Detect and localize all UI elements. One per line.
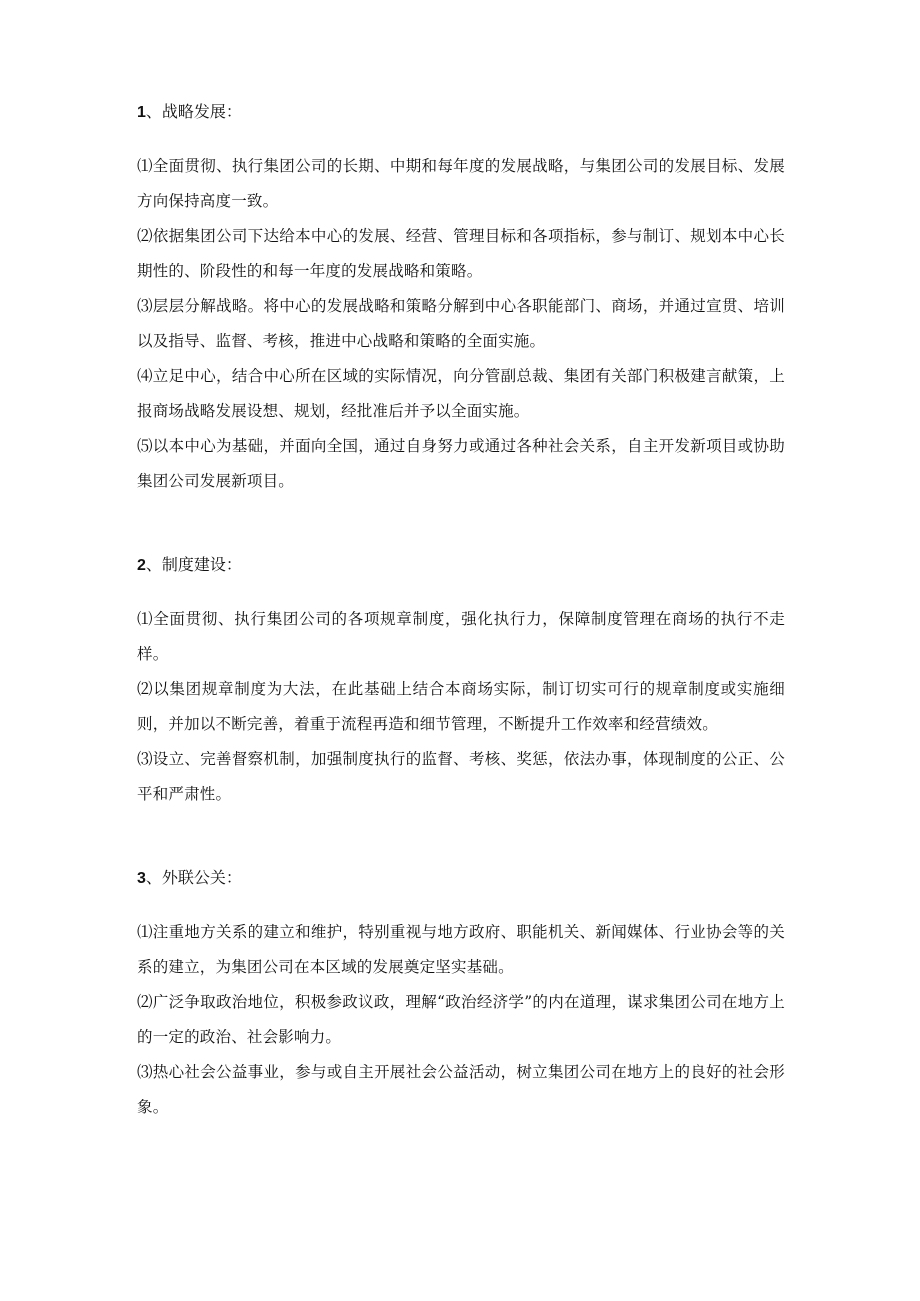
paragraph-item: ⑶层层分解战略。将中心的发展战略和策略分解到中心各职能部门、商场，并通过宣贯、培训以及指导、监督、考核，推进中心战略和策略的全面实施。 [137,297,785,350]
section-items [137,602,785,812]
section-number: 3 [137,870,146,887]
paragraph-item: ⑵以集团规章制度为大法，在此基础上结合本商场实际，制订切实可行的规章制度或实施细则，并加以不断完善，着重于流程再造和细节管理，不断提升工作效率和经营绩效。 [137,680,785,733]
section-public-relations [137,862,785,1125]
paragraph-item: ⑷立足中心，结合中心所在区域的实际情况，向分管副总裁、集团有关部门积极建言献策，上报商场战略发展设想、规划，经批准后并予以全面实施。 [137,367,785,420]
paragraph-item: ⑶热心社会公益事业，参与或自主开展社会公益活动，树立集团公司在地方上的良好的社会形象。 [137,1063,785,1116]
paragraph-item: ⑴全面贯彻、执行集团公司的长期、中期和每年度的发展战略，与集团公司的发展目标、发展方向保持高度一致。 [137,157,785,210]
paragraph-item: ⑴全面贯彻、执行集团公司的各项规章制度，强化执行力，保障制度管理在商场的执行不走样。 [137,610,785,663]
paragraph-item: ⑵依据集团公司下达给本中心的发展、经营、管理目标和各项指标，参与制订、规划本中心长期性的、阶段性的和每一年度的发展战略和策略。 [137,227,785,280]
section-heading [137,96,785,129]
section-strategy [137,96,785,499]
section-heading [137,549,785,582]
section-title: 、制度建设： [145,555,242,574]
paragraph-item: ⑵广泛争取政治地位，积极参政议政，理解“政治经济学”的内在道理，谋求集团公司在地方上的一定的政治、社会影响力。 [137,993,785,1046]
section-number: 2 [137,557,146,574]
paragraph-item: ⑶设立、完善督察机制，加强制度执行的监督、考核、奖惩，依法办事，体现制度的公正、公平和严肃性。 [137,750,785,803]
paragraph-item: ⑸以本中心为基础，并面向全国，通过自身努力或通过各种社会关系，自主开发新项目或协助集团公司发展新项目。 [137,437,785,490]
paragraph-item: ⑴注重地方关系的建立和维护，特别重视与地方政府、职能机关、新闻媒体、行业协会等的关系的建立，为集团公司在本区域的发展奠定坚实基础。 [137,923,785,976]
section-title: 、战略发展： [145,102,242,121]
section-regulations [137,549,785,812]
section-title: 、外联公关： [145,868,242,887]
section-number: 1 [137,104,146,121]
section-heading [137,862,785,895]
section-items [137,915,785,1125]
document-body [137,96,785,1125]
section-items [137,149,785,499]
